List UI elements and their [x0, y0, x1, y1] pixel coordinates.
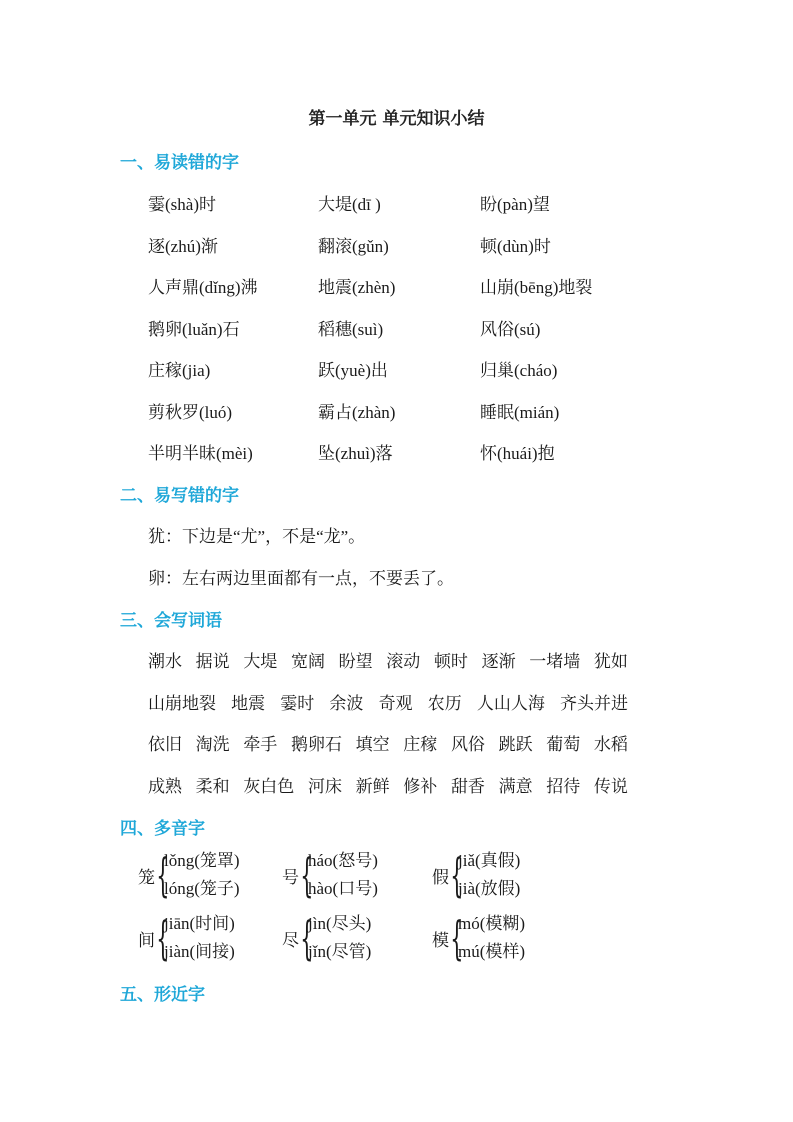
polyphone-char: 号 [282, 867, 299, 887]
word-with-pinyin: 大堤(dī ) [318, 195, 381, 214]
vocabulary-word: 跳跃 [498, 735, 533, 754]
word-with-pinyin: 山崩(bēng)地裂 [480, 278, 593, 297]
polyphone-entry [432, 910, 525, 966]
reading-1: lǒng(笼罩) [164, 851, 240, 870]
vocabulary-word: 人山人海 [476, 693, 545, 713]
word-with-pinyin: 风俗(sú) [480, 319, 541, 339]
readings [308, 847, 378, 903]
vocabulary-row [148, 647, 628, 672]
reading-2: jià(放假) [458, 879, 521, 898]
vocabulary-word: 霎时 [280, 693, 315, 713]
vocabulary-word: 一堵墙 [529, 652, 581, 671]
reading-1: háo(怒号) [308, 851, 378, 870]
vocabulary-word: 甜香 [450, 776, 485, 796]
polyphone-char: 假 [432, 867, 449, 887]
vocabulary-word: 大堤 [243, 652, 278, 671]
brace-icon: { [156, 848, 170, 902]
table-row [148, 398, 648, 422]
miswritten-note-1: 犹：下边是“尤”，不是“龙”。 [148, 527, 366, 546]
section-heading-4: 四、多音字 [120, 819, 205, 839]
table-row [148, 273, 648, 297]
vocabulary-row [148, 689, 628, 714]
reading-2: jiàn(间接) [164, 942, 235, 961]
reading-1: mó(模糊) [458, 914, 526, 933]
word-with-pinyin: 地震(zhèn) [318, 278, 396, 297]
vocabulary-word: 填空 [355, 735, 390, 754]
word-with-pinyin: 怀(huái)抱 [480, 444, 555, 463]
vocabulary-word: 成熟 [148, 776, 182, 796]
reading-2: hào(口号) [308, 879, 378, 898]
vocabulary-word: 庄稼 [403, 735, 438, 754]
vocabulary-word: 葡萄 [546, 735, 581, 754]
vocabulary-row [148, 730, 628, 755]
word-with-pinyin: 人声鼎(dǐng)沸 [148, 278, 258, 297]
vocabulary-word: 灰白色 [243, 776, 295, 796]
word-with-pinyin: 霸占(zhàn) [318, 402, 396, 422]
reading-2: jǐn(尽管) [308, 942, 372, 961]
brace-icon: { [450, 911, 464, 965]
table-row [148, 439, 648, 463]
vocabulary-word: 滚动 [386, 652, 421, 671]
vocabulary-word: 奇观 [378, 693, 413, 713]
readings [164, 910, 235, 966]
vocabulary-word: 招待 [546, 776, 581, 796]
vocabulary-word: 淘洗 [195, 735, 230, 754]
word-with-pinyin: 逐(zhú)渐 [148, 236, 218, 256]
vocabulary-word: 修补 [403, 776, 438, 796]
polyphone-entry [282, 847, 378, 903]
table-row [148, 232, 648, 256]
vocabulary-word: 犹如 [593, 652, 628, 671]
word-with-pinyin: 霎(shà)时 [148, 195, 216, 214]
readings [164, 847, 240, 903]
table-row [148, 356, 648, 380]
section-heading-5: 五、形近字 [120, 985, 205, 1005]
vocabulary-word: 新鲜 [355, 776, 390, 796]
word-with-pinyin: 翻滚(gǔn) [318, 236, 389, 256]
vocabulary-word: 农历 [427, 693, 462, 713]
reading-2: mú(模样) [458, 942, 526, 961]
word-with-pinyin: 庄稼(jia) [148, 361, 211, 380]
brace-icon: { [300, 911, 314, 965]
readings [458, 847, 520, 903]
vocabulary-word: 柔和 [195, 776, 230, 796]
readings [308, 910, 371, 966]
vocabulary-word: 齐头并进 [559, 693, 628, 713]
polyphone-char: 间 [138, 930, 155, 950]
section-heading-2: 二、易写错的字 [120, 486, 239, 506]
vocabulary-word: 牵手 [243, 735, 278, 754]
vocabulary-word: 鹅卵石 [290, 735, 342, 754]
readings [458, 910, 525, 966]
brace-icon: { [156, 911, 170, 965]
brace-icon: { [450, 848, 464, 902]
word-with-pinyin: 剪秋罗(luó) [148, 402, 233, 422]
section-heading-3: 三、会写词语 [120, 611, 222, 631]
vocabulary-word: 地震 [231, 693, 266, 713]
polyphone-entry [432, 847, 520, 903]
vocabulary-word: 宽阔 [290, 652, 325, 671]
vocabulary-word: 山崩地裂 [148, 693, 216, 713]
word-with-pinyin: 睡眠(mián) [480, 402, 560, 422]
page-title: 第一单元 单元知识小结 [308, 109, 485, 129]
word-with-pinyin: 归巢(cháo) [480, 361, 558, 380]
reading-2: lóng(笼子) [164, 879, 240, 898]
polyphone-entry [138, 910, 235, 966]
word-with-pinyin: 稻穗(suì) [318, 319, 384, 339]
polyphone-char: 尽 [282, 930, 299, 950]
table-row [148, 315, 648, 339]
section-heading-1: 一、易读错的字 [120, 153, 239, 173]
miswritten-note-2: 卵：左右两边里面都有一点，不要丢了。 [148, 569, 454, 588]
vocabulary-row [148, 772, 628, 797]
table-row [148, 190, 648, 214]
polyphone-entry [138, 847, 240, 903]
vocabulary-word: 水稻 [593, 735, 628, 754]
vocabulary-word: 河床 [307, 776, 342, 796]
vocabulary-word: 盼望 [338, 652, 373, 671]
polyphone-entry [282, 910, 371, 966]
word-with-pinyin: 坠(zhuì)落 [318, 444, 393, 463]
vocabulary-word: 依旧 [148, 735, 182, 754]
vocabulary-word: 顿时 [433, 652, 468, 671]
vocabulary-word: 据说 [195, 652, 230, 671]
word-with-pinyin: 顿(dùn)时 [480, 236, 551, 256]
word-with-pinyin: 鹅卵(luǎn)石 [148, 319, 240, 339]
vocabulary-word: 余波 [329, 693, 364, 713]
reading-1: jìn(尽头) [308, 914, 372, 933]
polyphone-char: 模 [432, 930, 449, 950]
vocabulary-word: 潮水 [148, 652, 182, 671]
polyphone-char: 笼 [138, 867, 155, 887]
word-with-pinyin: 半明半昧(mèi) [148, 444, 253, 463]
reading-1: jiān(时间) [164, 914, 235, 933]
vocabulary-word: 风俗 [450, 735, 485, 754]
vocabulary-word: 传说 [593, 776, 628, 796]
brace-icon: { [300, 848, 314, 902]
word-with-pinyin: 盼(pàn)望 [480, 195, 550, 214]
reading-1: jiǎ(真假) [458, 851, 521, 870]
word-with-pinyin: 跃(yuè)出 [318, 361, 388, 380]
vocabulary-word: 逐渐 [481, 652, 516, 671]
vocabulary-word: 满意 [498, 776, 533, 796]
